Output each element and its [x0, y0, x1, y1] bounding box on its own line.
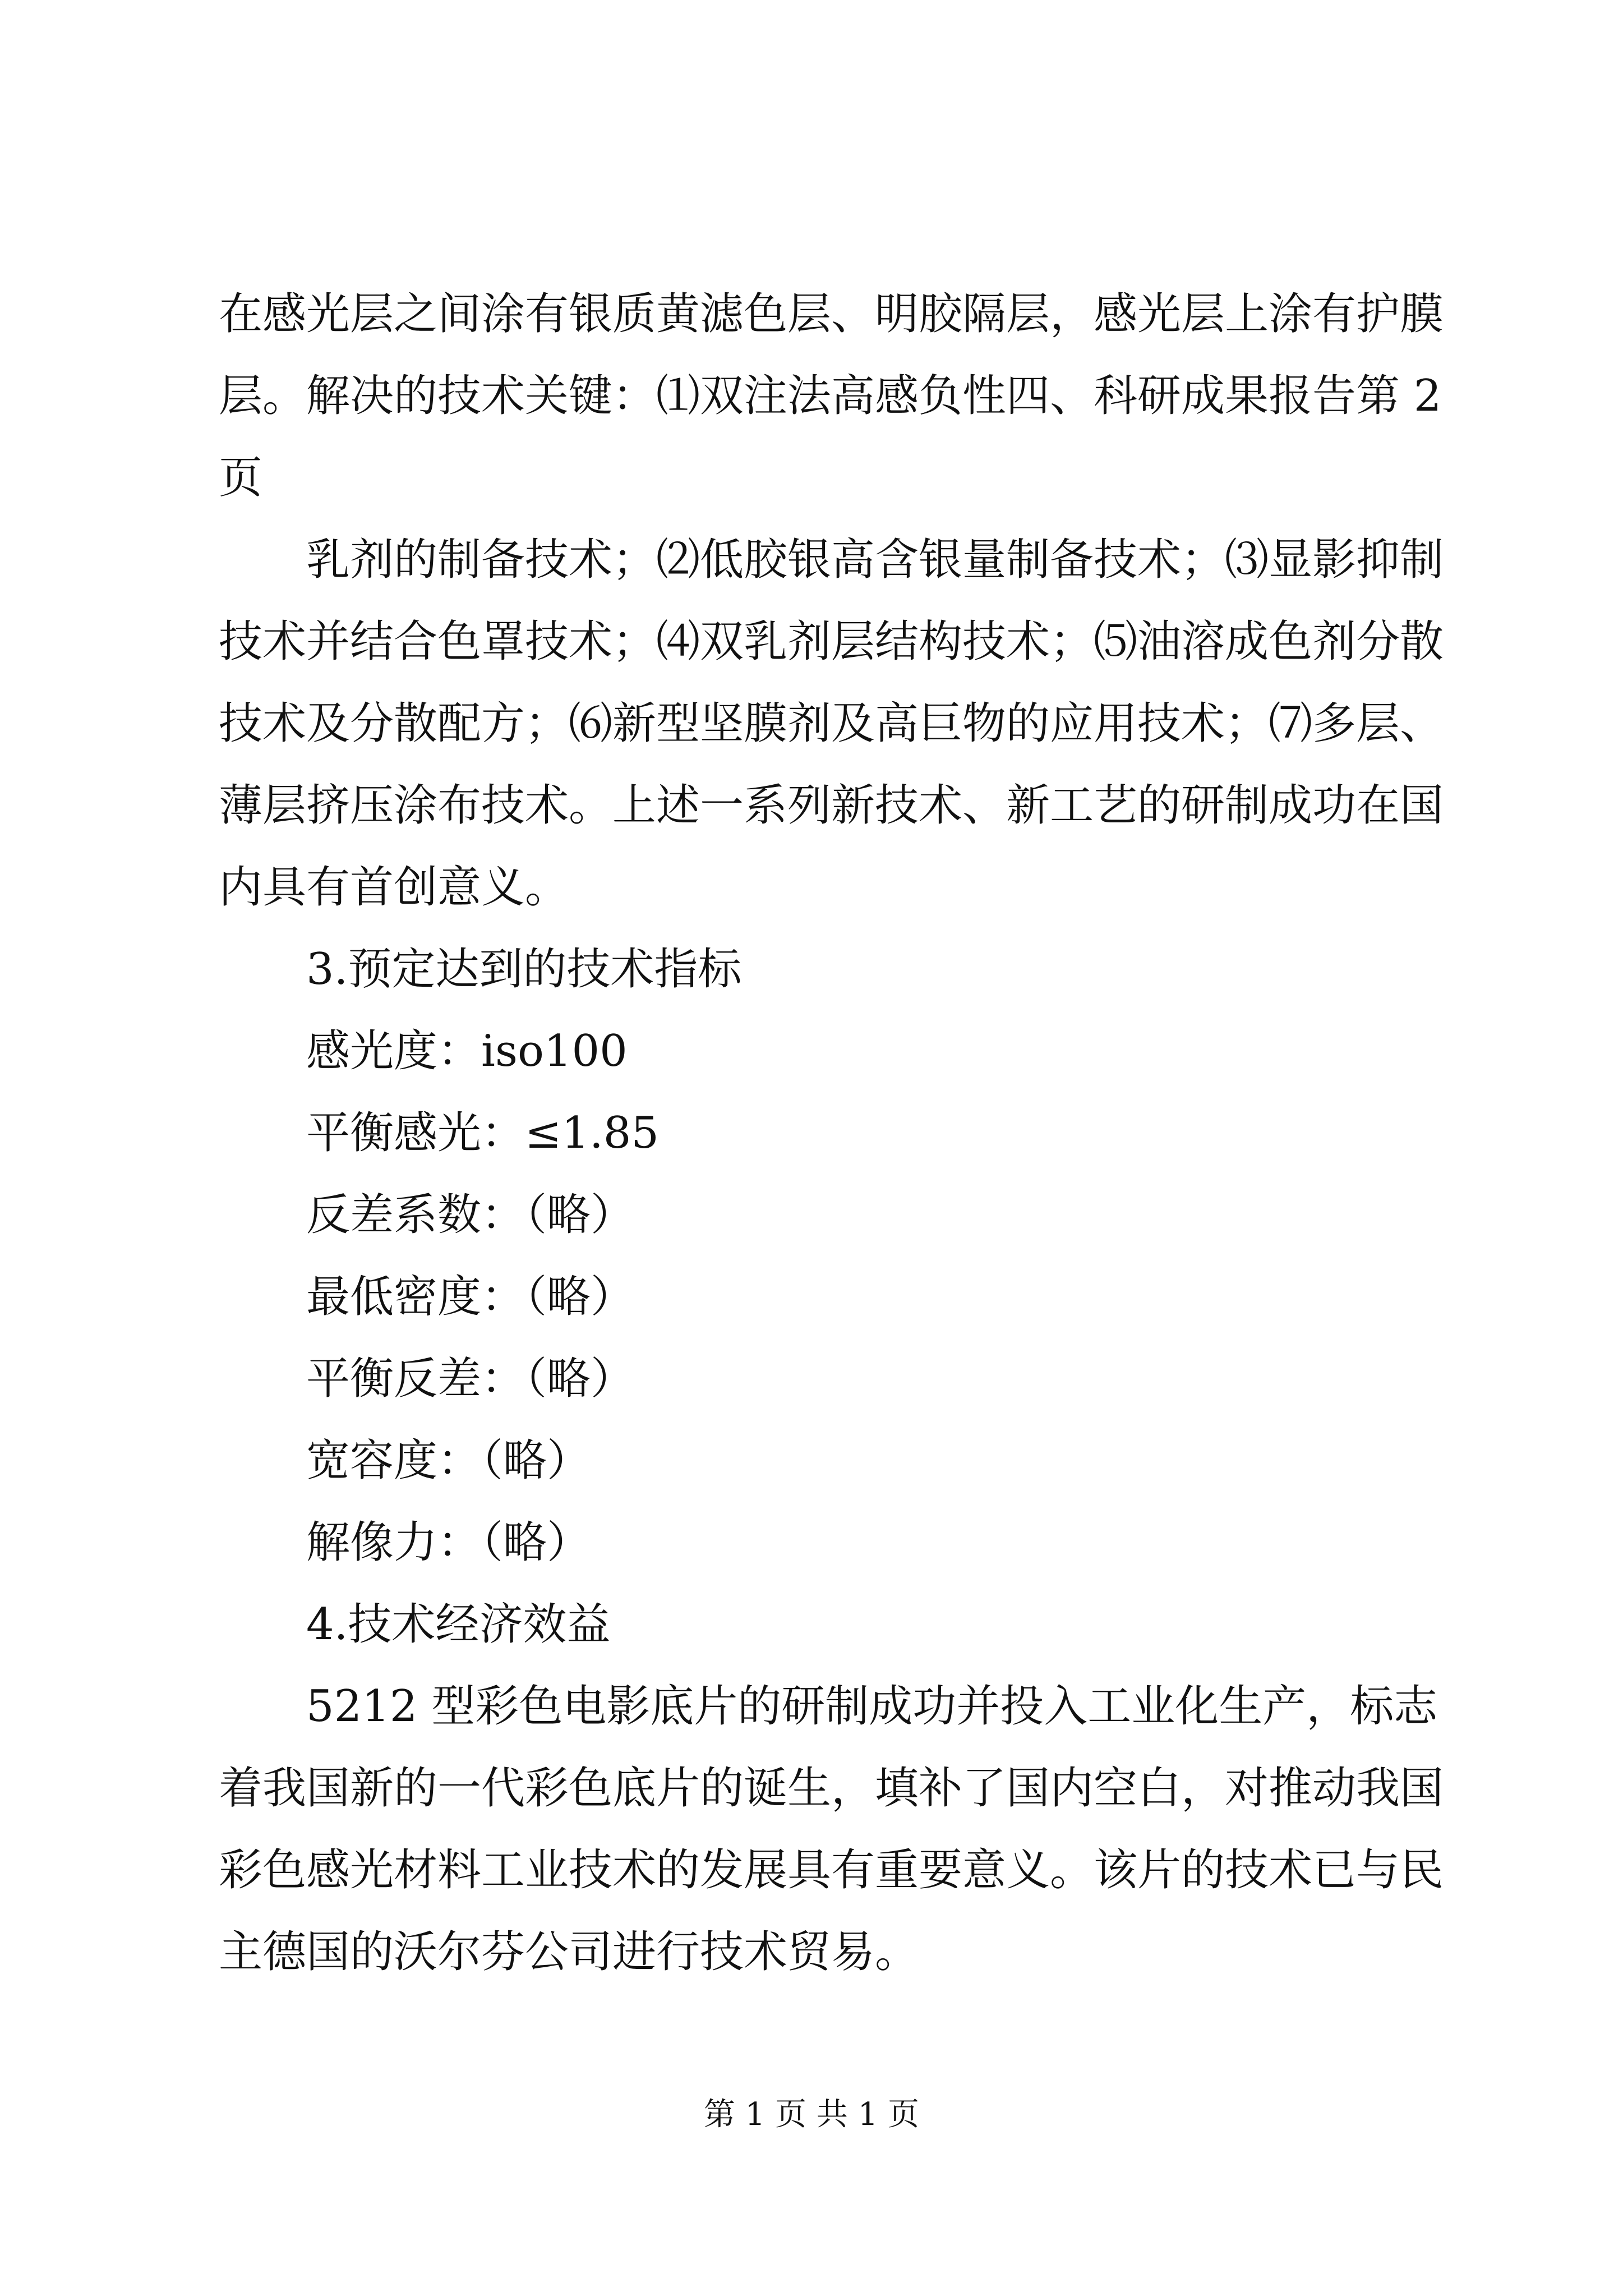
paragraph-line: 彩色感光材料工业技术的发展具有重要意义。该片的技术已与民: [219, 1845, 1444, 1895]
paragraph-line: 技术并结合色罩技术；⑷双乳剂层结构技术；⑸油溶成色剂分散: [219, 616, 1444, 667]
paragraph-line: 主德国的沃尔芬公司进行技术贸易。: [219, 1927, 919, 1977]
spec-item: 解像力：（略）: [306, 1517, 591, 1568]
paragraph-line: 着我国新的一代彩色底片的诞生，填补了国内空白，对推动我国: [219, 1763, 1444, 1814]
spec-item: 宽容度：（略）: [306, 1435, 591, 1486]
spec-item: 反差系数：（略）: [306, 1190, 635, 1240]
page-number-label: 第 1 页 共 1 页: [703, 2096, 920, 2133]
paragraph-line: 层。解决的技术关键：⑴双注法高感负性四、科研成果报告第 2: [219, 371, 1442, 421]
spec-item: 平衡感光：≤1.85: [306, 1108, 660, 1158]
page-footer: [0, 2092, 1623, 2137]
paragraph-line: 乳剂的制备技术；⑵低胶银高含银量制备技术；⑶显影抑制: [306, 535, 1444, 585]
paragraph-line: 在感光层之间涂有银质黄滤色层、明胶隔层，感光层上涂有护膜: [219, 289, 1444, 339]
paragraph-line: 内具有首创意义。: [219, 862, 569, 913]
section-heading: 4.技术经济效益: [306, 1599, 611, 1650]
paragraph-line: 薄层挤压涂布技术。上述一系列新技术、新工艺的研制成功在国: [219, 780, 1444, 831]
paragraph-line: 5212 型彩色电影底片的研制成功并投入工业化生产，标志: [306, 1681, 1438, 1732]
paragraph-line: 技术及分散配方；⑹新型坚膜剂及高巨物的应用技术；⑺多层、: [219, 698, 1444, 749]
paragraph-line: 页: [219, 453, 263, 503]
spec-item: 感光度：iso100: [306, 1026, 628, 1076]
section-heading: 3.预定达到的技术指标: [306, 944, 742, 995]
spec-item: 平衡反差：（略）: [306, 1354, 635, 1404]
spec-item: 最低密度：（略）: [306, 1272, 635, 1322]
